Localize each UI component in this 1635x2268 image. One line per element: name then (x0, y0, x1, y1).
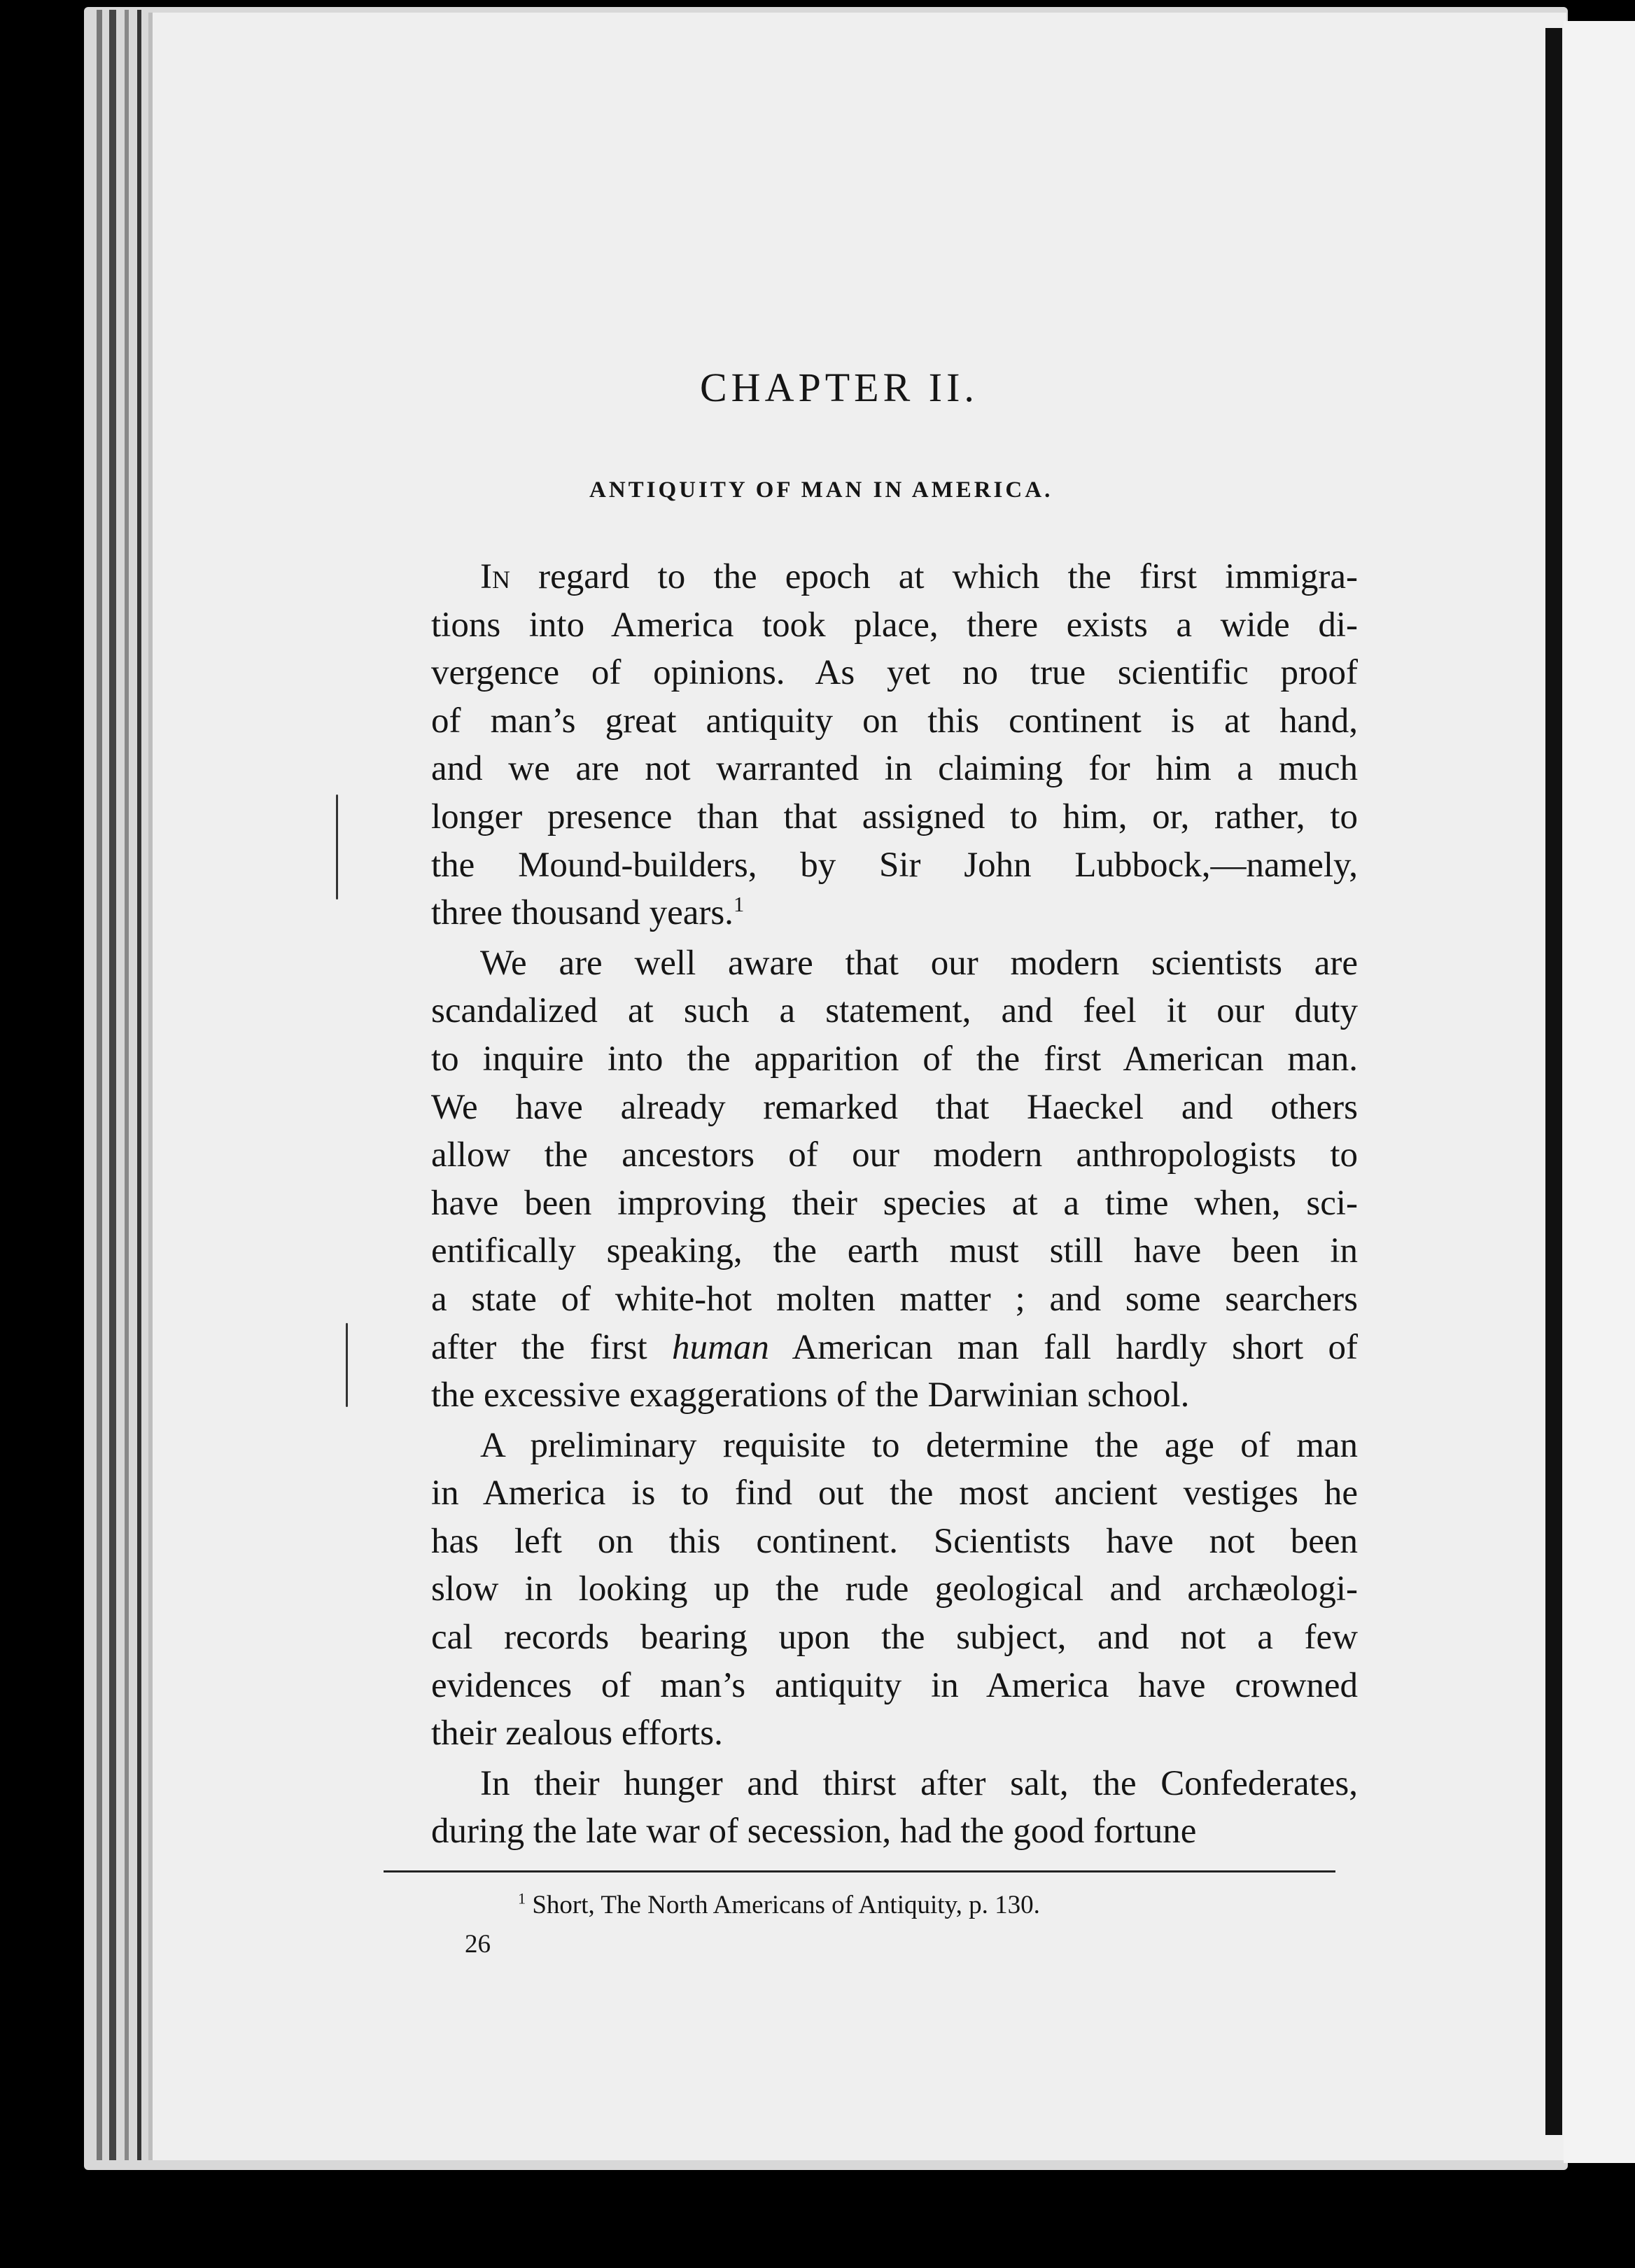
text-line: after the first human American man fall hardly short of (431, 1327, 1358, 1367)
text-line: the Mound-builders, by Sir John Lubbock,—namely, (431, 845, 1358, 885)
footnote-rule (384, 1870, 1335, 1872)
page-edge (137, 10, 141, 2160)
text-line: entifically speaking, the earth must still have been in (431, 1231, 1358, 1271)
text-line: a state of white-hot molten matter ; and some searchers (431, 1279, 1358, 1319)
chapter-body (385, 553, 1358, 1856)
text-line: the excessive exaggerations of the Darwinian school. (431, 1376, 1190, 1415)
text-line: slow in looking up the rude geological and archæologi- (431, 1569, 1358, 1609)
footnote-text: Short, The North Americans of Antiquity, p. 130. (532, 1891, 1040, 1919)
text-line: and we are not warranted in claiming for him a much (431, 749, 1358, 789)
text-line: We have already remarked that Haeckel and others (431, 1087, 1358, 1127)
footnote-reference: 1 (733, 892, 745, 917)
scan-bottom-border (0, 2170, 1635, 2268)
text-line: vergence of opinions. As yet no true scientific proof (431, 653, 1358, 693)
text-line: to inquire into the apparition of the first American man. (431, 1039, 1358, 1079)
margin-pencil-mark (336, 794, 338, 899)
footnote (518, 1890, 1040, 1920)
page-edge (109, 10, 116, 2160)
footnote-marker: 1 (518, 1889, 526, 1907)
text-line: tions into America took place, there exists a wide di- (431, 605, 1358, 645)
text-line: In their hunger and thirst after salt, the Confederates, (480, 1763, 1358, 1803)
chapter-subtitle: ANTIQUITY OF MAN IN AMERICA. (589, 477, 1053, 503)
text-line: We are well aware that our modern scientists are (480, 943, 1358, 983)
paragraph (385, 553, 1358, 937)
chapter-title: CHAPTER II. (700, 365, 978, 410)
paragraph (385, 1760, 1358, 1856)
text-line: longer presence than that assigned to him, or, rather, to (431, 797, 1358, 836)
text-line: has left on this continent. Scientists have not been (431, 1521, 1358, 1561)
text-line: have been improving their species at a time when, sci- (431, 1183, 1358, 1223)
text-line: of man’s great antiquity on this continent is at hand, (431, 701, 1358, 741)
facing-page-edge (1564, 21, 1635, 2163)
text-line: scandalized at such a statement, and feel it our duty (431, 991, 1358, 1031)
page-edge (97, 10, 102, 2160)
gutter-shadow (1545, 28, 1562, 2135)
page-number: 26 (465, 1930, 491, 1959)
text-line: in America is to find out the most ancient vestiges he (431, 1474, 1358, 1513)
text-line: three thousand years.$^1$ (431, 892, 745, 933)
paragraph (385, 1422, 1358, 1758)
text-line: their zealous efforts. (431, 1714, 723, 1754)
text-line: evidences of man’s antiquity in America have crowned (431, 1665, 1358, 1705)
page-edge (125, 10, 129, 2160)
text-line: A preliminary requisite to determine the age of man (480, 1425, 1358, 1465)
text-line: cal records bearing upon the subject, and not a few (431, 1618, 1358, 1658)
text-line: In regard to the epoch at which the first immigra- (480, 557, 1358, 596)
text-line: allow the ancestors of our modern anthropologists to (431, 1135, 1358, 1175)
margin-pencil-mark (346, 1323, 348, 1407)
text-line: during the late war of secession, had the good fortune (431, 1812, 1197, 1851)
paragraph (385, 939, 1358, 1420)
